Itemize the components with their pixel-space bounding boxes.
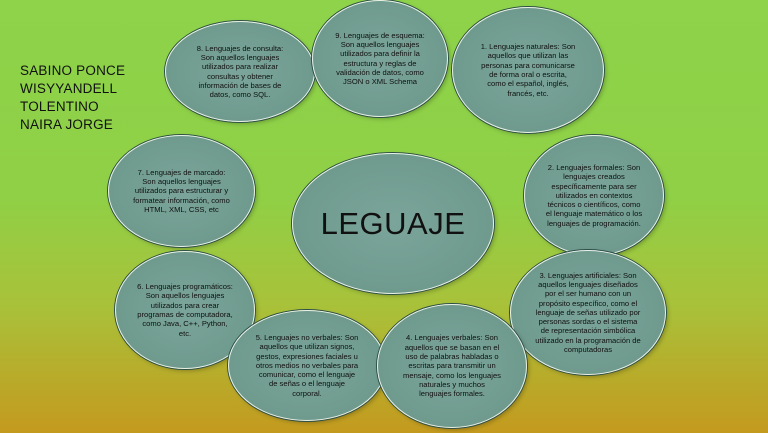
bubble-lenguajes-no-verbales [228, 310, 386, 421]
author-names [20, 62, 125, 134]
bubble-lenguajes-de-marcado [108, 135, 255, 247]
bubble-lenguajes-formales [524, 135, 664, 256]
bubble-lenguajes-naturales [452, 7, 604, 133]
author-name: NAIRA JORGE [20, 117, 113, 132]
author-name: TOLENTINO [20, 99, 99, 114]
bubble-text: 8. Lenguajes de consulta: Son aquellos lenguajes utilizados para realizar consultas y obtener información de bases de datos, como SQL. [196, 43, 284, 100]
bubble-text: 7. Lenguajes de marcado: Son aquellos lenguajes utilizados para estructurar y formatear información, como HTML, XML, CSS, etc [133, 167, 230, 214]
center-bubble [292, 153, 494, 294]
bubble-lenguajes-de-esquema [312, 0, 448, 117]
bubble-text: 2. Lenguajes formales: Son lenguajes creados específicamente para ser utilizados en contextos técnicos o científicos, como el lenguaje matemático o los lenguajes de programación. [545, 162, 643, 228]
bubble-text: 6. Lenguajes programáticos: Son aquellos lenguajes utilizados para crear programas de computadora, como Java, C++, Python, etc. [137, 282, 233, 338]
bubble-text: 1. Lenguajes naturales: Son aquellos que utilizan las personas para comunicarse de forma oral o escrita, como el español, inglés, francés, etc. [480, 42, 576, 98]
bubble-lenguajes-artificiales [510, 250, 666, 375]
bubble-lenguajes-verbales [377, 304, 527, 428]
bubble-text: 3. Lenguajes artificiales: Son aquellos lenguajes diseñados por el ser humano con un propósito específico, como el lenguaje de señas utilizado por personas sordas o el sistema de representación simbólica utilizado en la programación de computadoras [535, 270, 641, 355]
bubble-text: 9. Lenguajes de esquema: Son aquellos lenguajes utilizados para definir la estructura y reglas de validación de datos, como JSON o XML Schema [335, 30, 425, 87]
bubble-text: 5. Lenguajes no verbales: Son aquellos que utilizan signos, gestos, expresiones faciales u otros medios no verbales para comunicar, como el lenguaje de señas o el lenguaje corporal. [255, 332, 359, 398]
author-name: WISYYANDELL [20, 81, 118, 96]
author-name: SABINO PONCE [20, 63, 126, 78]
bubble-lenguajes-de-consulta [165, 21, 315, 122]
bubble-text: 4. Lenguajes verbales: Son aquellos que se basan en el uso de palabras habladas o escritas para transmitir un mensaje, como los lenguajes naturales y muchos lenguajes formales. [403, 333, 501, 399]
center-title: LEGUAJE [320, 205, 466, 241]
